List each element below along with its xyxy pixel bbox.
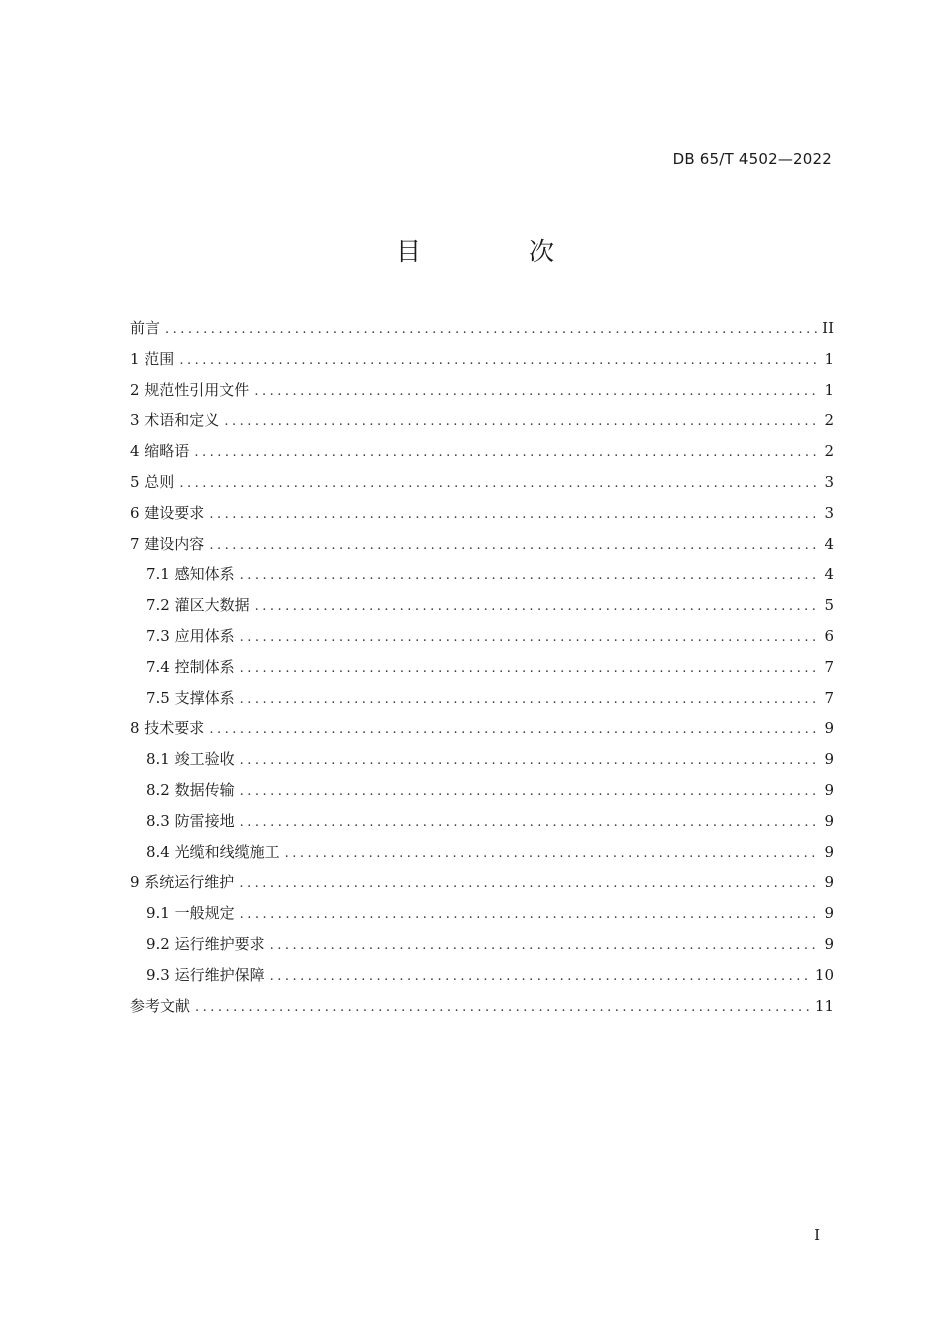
toc-entry[interactable] [130, 964, 834, 995]
toc-dot-leader [240, 907, 819, 922]
toc-entry-page: 5 [824, 596, 834, 615]
toc-dot-leader [179, 353, 819, 368]
toc-entry[interactable] [130, 533, 834, 564]
document-code: DB 65/T 4502—2022 [672, 150, 832, 168]
toc-entry-page: 9 [824, 904, 834, 923]
toc-title: 目 次 [396, 237, 604, 266]
toc-entry-page: 9 [824, 811, 834, 830]
toc-entry-label: 5 总则 [130, 472, 175, 491]
toc-entry-label: 参考文献 [130, 996, 191, 1015]
toc-entry-label: 9.3 运行维护保障 [146, 965, 265, 984]
toc-entry-label: 4 缩略语 [130, 442, 190, 461]
toc-entry[interactable] [130, 440, 834, 471]
toc-dot-leader [285, 846, 819, 861]
toc-entry-page: 4 [824, 534, 834, 553]
toc-entry-page: 7 [824, 688, 834, 707]
toc-entry-label: 8 技术要求 [130, 719, 205, 738]
toc-entry-page: 9 [824, 934, 834, 953]
toc-dot-leader [240, 815, 819, 830]
toc-entry-page: 11 [814, 996, 834, 1015]
toc-entry-page: 9 [824, 780, 834, 799]
toc-entry[interactable] [130, 409, 834, 440]
toc-entry[interactable] [130, 471, 834, 502]
toc-entry-label: 7.5 支撑体系 [146, 688, 235, 707]
toc-dot-leader [195, 1000, 810, 1015]
toc-dot-leader [240, 661, 819, 676]
toc-entry[interactable] [130, 779, 834, 810]
toc-dot-leader [239, 876, 819, 891]
toc-entry[interactable] [130, 594, 834, 625]
toc-entry-label: 8.1 竣工验收 [146, 750, 235, 769]
toc-entry-page: 1 [824, 349, 834, 368]
toc-entry-label: 前言 [130, 319, 161, 337]
toc-entry-page: 3 [824, 503, 834, 522]
toc-entry[interactable] [130, 810, 834, 841]
toc-dot-leader [165, 322, 817, 337]
toc-entry-page: 1 [824, 380, 834, 399]
toc-dot-leader [224, 414, 819, 429]
toc-entry[interactable] [130, 933, 834, 964]
toc-entry-label: 6 建设要求 [130, 503, 205, 522]
toc-dot-leader [179, 476, 819, 491]
toc-entry-label: 7.3 应用体系 [146, 626, 235, 645]
toc-entry-page: 6 [824, 626, 834, 645]
toc-dot-leader [240, 784, 819, 799]
toc-entry[interactable] [130, 995, 834, 1026]
toc-entry[interactable] [130, 379, 834, 410]
toc-entry-page: 2 [824, 411, 834, 430]
toc-entry-label: 9 系统运行维护 [130, 873, 235, 892]
toc-entry[interactable] [130, 317, 834, 348]
toc-entry-label: 3 术语和定义 [130, 411, 220, 430]
toc-entry-label: 9.2 运行维护要求 [146, 934, 265, 953]
toc-entry-label: 8.2 数据传输 [146, 780, 235, 799]
toc-entry-page: 9 [824, 750, 834, 769]
toc-entry-page: 4 [824, 565, 834, 584]
toc-dot-leader [209, 538, 819, 553]
toc-entry-label: 7.2 灌区大数据 [146, 596, 250, 615]
toc-entry[interactable] [130, 841, 834, 872]
toc-dot-leader [194, 445, 819, 460]
toc-entry[interactable] [130, 348, 834, 379]
page-number: I [814, 1226, 820, 1244]
toc-entry-label: 1 范围 [130, 349, 175, 368]
toc-entry-page: 3 [824, 472, 834, 491]
toc-entry-label: 9.1 一般规定 [146, 904, 235, 923]
toc-entry[interactable] [130, 871, 834, 902]
toc-entry-page: 9 [824, 842, 834, 861]
toc-dot-leader [240, 568, 819, 583]
toc-entry[interactable] [130, 502, 834, 533]
toc-dot-leader [270, 938, 819, 953]
toc-entry[interactable] [130, 625, 834, 656]
toc-entry-page: 9 [824, 719, 834, 738]
toc-entry-label: 2 规范性引用文件 [130, 380, 250, 399]
toc-entry[interactable] [130, 717, 834, 748]
toc-entry-page: II [822, 319, 834, 337]
toc-dot-leader [209, 507, 819, 522]
toc-dot-leader [254, 384, 819, 399]
table-of-contents [130, 317, 834, 1025]
toc-entry[interactable] [130, 656, 834, 687]
toc-entry[interactable] [130, 748, 834, 779]
toc-entry-label: 7.1 感知体系 [146, 565, 235, 584]
toc-entry-label: 8.3 防雷接地 [146, 811, 235, 830]
toc-entry-page: 7 [824, 657, 834, 676]
toc-entry-page: 9 [824, 873, 834, 892]
toc-dot-leader [270, 969, 810, 984]
toc-entry-page: 2 [824, 442, 834, 461]
toc-entry-page: 10 [814, 965, 834, 984]
toc-entry-label: 7 建设内容 [130, 534, 205, 553]
toc-entry-label: 7.4 控制体系 [146, 657, 235, 676]
toc-dot-leader [255, 599, 819, 614]
toc-dot-leader [240, 753, 819, 768]
toc-entry[interactable] [130, 563, 834, 594]
toc-entry[interactable] [130, 902, 834, 933]
toc-dot-leader [240, 692, 819, 707]
toc-entry-label: 8.4 光缆和线缆施工 [146, 842, 280, 861]
toc-entry[interactable] [130, 687, 834, 718]
toc-dot-leader [240, 630, 819, 645]
toc-dot-leader [209, 722, 819, 737]
